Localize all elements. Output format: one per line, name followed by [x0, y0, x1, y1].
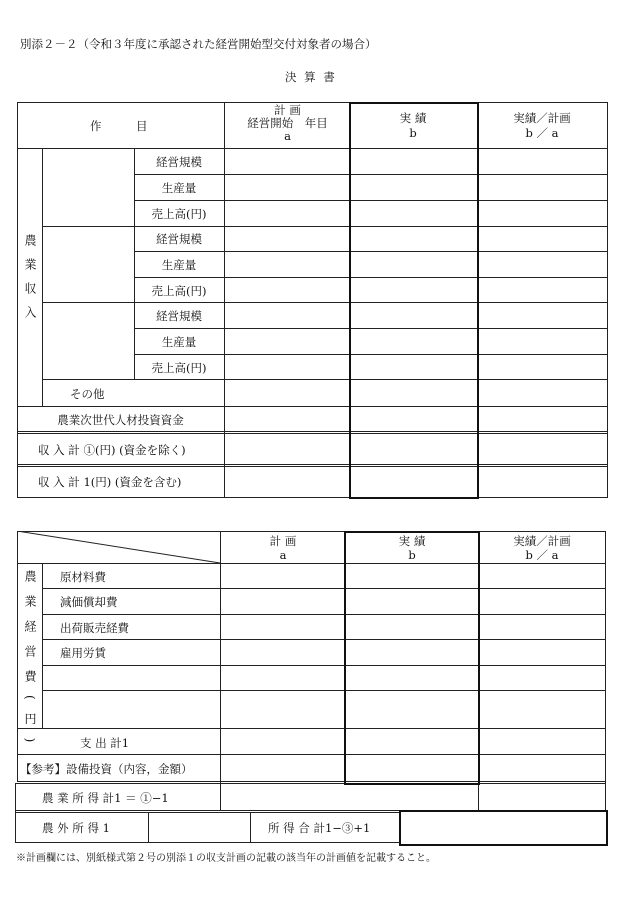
- actual-column-frame: [349, 102, 479, 499]
- actual-column-frame-2: [344, 531, 480, 785]
- actual-header-2: 実 績 b: [398, 534, 426, 562]
- income-total-2: 収 入 計 1(円) (資金を含む): [38, 475, 182, 489]
- investment-label: 【参考】設備投資（内容，金額）: [20, 762, 193, 776]
- footnote: ※計画欄には、別紙様式第２号の別添１の収支計画の記載の該当年の計画値を記載すること。: [16, 853, 436, 864]
- attachment-label: 別添２－２（令和３年度に承認された経営開始型交付対象者の場合）: [20, 37, 377, 51]
- item-header: 作 目: [90, 119, 148, 133]
- row-label: 減価償却費: [60, 595, 118, 609]
- row-label: 経営規模: [156, 232, 202, 246]
- plan-header: 計 画 経営開始 年目 a: [247, 103, 328, 143]
- row-label: 経営規模: [156, 309, 202, 323]
- row-label: 売上高(円): [151, 207, 207, 221]
- plan-header-2: 計 画 a: [269, 534, 297, 562]
- row-label: 雇用労賃: [60, 646, 106, 660]
- diagonal-header-line: [17, 531, 221, 564]
- farm-income-label: 農 業 所 得 計1 ＝ ①−1: [42, 791, 169, 805]
- ratio-header-2: 実績／計画 b ／ a: [513, 534, 571, 562]
- income-total-1: 収 入 計 ①(円) (資金を除く): [38, 443, 186, 457]
- row-label: 生産量: [161, 258, 197, 272]
- total-income-box: [399, 810, 608, 846]
- side-label-farm-expense: 農業経営費(円): [23, 570, 37, 756]
- actual-header: 実 績 b: [399, 111, 427, 140]
- fund-label: 農業次世代人材投資資金: [57, 413, 184, 427]
- page-title: 決 算 書: [285, 70, 337, 84]
- ratio-header: 実績／計画 b ／ a: [513, 111, 571, 140]
- expense-total-label: 支 出 計1: [80, 736, 130, 750]
- row-label: 生産量: [161, 181, 197, 195]
- row-label: 売上高(円): [151, 284, 207, 298]
- row-label: 原材料費: [60, 570, 106, 584]
- total-income-label: 所 得 合 計1−③+1: [268, 821, 371, 835]
- row-label: 出荷販売経費: [60, 621, 129, 635]
- other-label: その他: [70, 387, 105, 401]
- off-farm-income-label: 農 外 所 得 1: [42, 821, 110, 835]
- row-label: 生産量: [161, 335, 197, 349]
- row-label: 売上高(円): [151, 361, 207, 375]
- row-label: 経営規模: [156, 155, 202, 169]
- side-label-farm-income: 農業収入: [23, 234, 37, 330]
